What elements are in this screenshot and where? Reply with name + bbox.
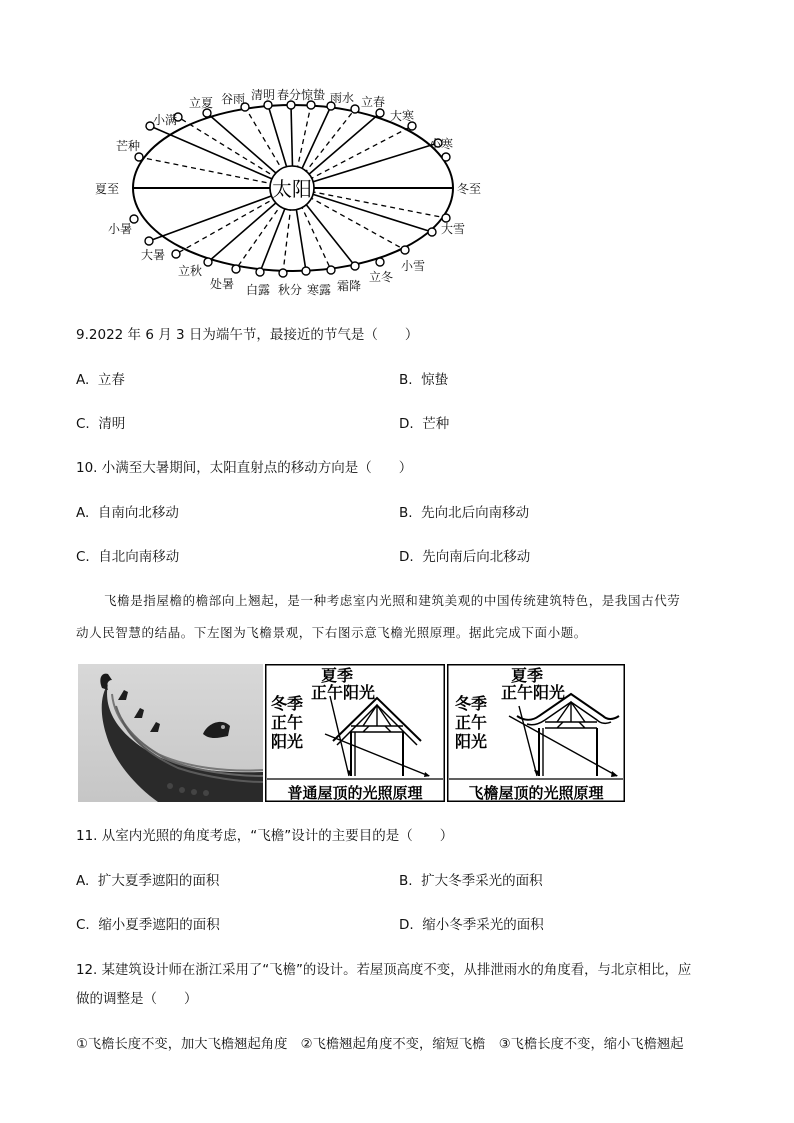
term-dashu: 大暑 xyxy=(140,248,166,262)
term-xiaohan: 小寒 xyxy=(428,137,454,151)
option-9d[interactable]: D. 芒种 xyxy=(399,416,450,432)
question-number: 10. xyxy=(76,460,98,476)
term-lichun: 立春 xyxy=(360,95,386,109)
caption-normal-roof: 普通屋顶的光照原理 xyxy=(287,784,423,802)
caption-eave-roof: 飞檐屋顶的光照原理 xyxy=(468,784,604,802)
term-mangzhong: 芒种 xyxy=(115,139,141,153)
term-lixia: 立夏 xyxy=(188,96,214,110)
winter-label: 冬季 xyxy=(454,694,488,713)
option-11d[interactable]: D. 缩小冬季采光的面积 xyxy=(399,917,544,933)
option-10a[interactable]: A. 自南向北移动 xyxy=(76,505,179,521)
question-number: 12. xyxy=(76,963,98,978)
winter-sun-label: 阳光 xyxy=(270,732,304,751)
term-jingzhe: 惊蛰 xyxy=(300,88,326,102)
term-chushu: 处暑 xyxy=(209,277,235,291)
term-guyu: 谷雨 xyxy=(220,92,246,106)
flying-eave-roof-diagram xyxy=(447,664,625,802)
winter-noon-label: 正午 xyxy=(454,713,488,732)
term-chunfen: 春分 xyxy=(276,88,302,102)
passage-line-1: 飞檐是指屋檐的檐部向上翘起，是一种考虑室内光照和建筑美观的中国传统建筑特色，是我国古代劳 xyxy=(104,593,681,608)
option-9c[interactable]: C. 清明 xyxy=(76,416,126,432)
option-9b[interactable]: B. 惊蛰 xyxy=(399,372,449,388)
question-text: 小满至大暑期间，太阳直射点的移动方向是（ ） xyxy=(101,460,413,476)
term-daxue: 大雪 xyxy=(440,222,466,236)
question-number: 9. xyxy=(76,327,89,343)
option-9a[interactable]: A. 立春 xyxy=(76,372,125,388)
option-10d[interactable]: D. 先向南后向北移动 xyxy=(399,549,531,565)
winter-sun-label: 阳光 xyxy=(454,732,488,751)
summer-sun-label: 正午阳光 xyxy=(500,683,566,702)
orbit xyxy=(130,101,453,277)
question-12-line-2: 做的调整是（ ） xyxy=(76,991,198,1007)
question-text: 2022 年 6 月 3 日为端午节，最接近的节气是（ ） xyxy=(88,327,419,343)
summer-label: 夏季 xyxy=(510,666,544,685)
option-11a[interactable]: A. 扩大夏季遮阳的面积 xyxy=(76,873,220,889)
term-liqiu: 立秋 xyxy=(177,264,203,278)
question-9 xyxy=(76,326,418,344)
winter-noon-label: 正午 xyxy=(270,713,304,732)
term-dahan: 大寒 xyxy=(389,109,415,123)
term-xiaoman: 小满 xyxy=(152,113,178,127)
question-11 xyxy=(76,827,453,845)
winter-label: 冬季 xyxy=(270,694,304,713)
solar-terms-diagram xyxy=(80,80,500,300)
option-11c[interactable]: C. 缩小夏季遮阳的面积 xyxy=(76,917,220,933)
option-10c[interactable]: C. 自北向南移动 xyxy=(76,549,180,565)
summer-sun-label: 正午阳光 xyxy=(310,683,376,702)
summer-label: 夏季 xyxy=(320,666,354,685)
term-qiufen: 秋分 xyxy=(277,283,303,297)
term-dongzhi: 冬至 xyxy=(456,182,482,196)
term-xiazhi: 夏至 xyxy=(94,182,120,196)
flying-eave-photo xyxy=(78,664,263,802)
term-xiaoxue: 小雪 xyxy=(400,259,426,273)
term-yushui: 雨水 xyxy=(329,91,355,105)
term-qingming: 清明 xyxy=(250,88,276,102)
question-12-choices: ①飞檐长度不变，加大飞檐翘起角度 ②飞檐翘起角度不变，缩短飞檐 ③飞檐长度不变，缩小飞檐翘起 xyxy=(76,1037,684,1052)
question-12 xyxy=(76,962,691,980)
term-hanlu: 寒露 xyxy=(306,283,332,297)
passage-line-2: 动人民智慧的结晶。下左图为飞檐景观，下右图示意飞檐光照原理。据此完成下面小题。 xyxy=(76,625,587,640)
option-10b[interactable]: B. 先向北后向南移动 xyxy=(399,505,530,521)
term-bailu: 白露 xyxy=(245,283,271,297)
term-lidong: 立冬 xyxy=(368,270,394,284)
normal-roof-diagram xyxy=(265,664,445,802)
sun-label: 太阳 xyxy=(272,177,312,201)
question-text: 从室内光照的角度考虑，“飞檐”设计的主要目的是（ ） xyxy=(101,828,454,844)
term-shuangjiang: 霜降 xyxy=(336,279,362,293)
question-number: 11. xyxy=(76,828,98,844)
term-xiaoshu: 小暑 xyxy=(107,222,133,236)
option-11b[interactable]: B. 扩大冬季采光的面积 xyxy=(399,873,543,889)
question-10 xyxy=(76,459,412,477)
question-text: 某建筑设计师在浙江采用了“飞檐”的设计。若屋顶高度不变，从排泄雨水的角度看，与北京相比，应 xyxy=(101,963,692,978)
